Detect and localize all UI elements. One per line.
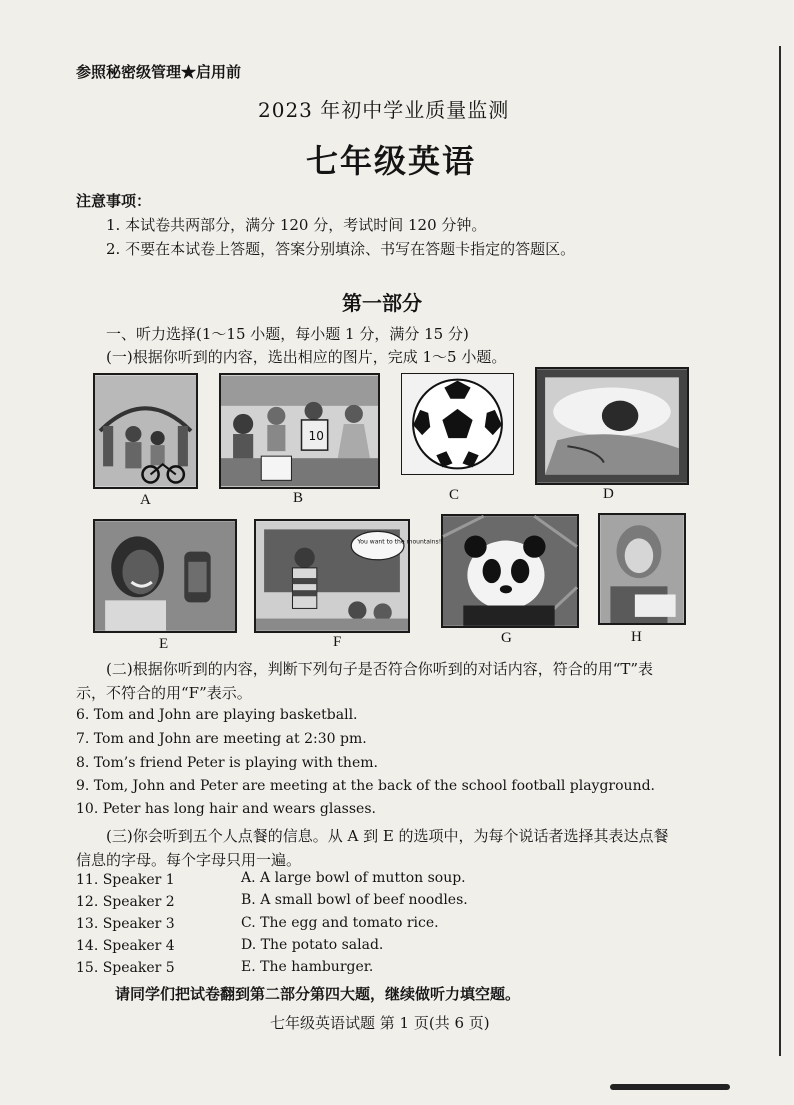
subsection-heading: 信息的字母。每个字母只用一遍。: [76, 851, 302, 869]
picture-label: G: [501, 630, 512, 646]
picture-d: [535, 367, 689, 485]
picture-b: [219, 373, 380, 489]
option-item: C. The egg and tomato rice.: [241, 915, 439, 931]
speaker-item: 15. Speaker 5: [76, 960, 175, 976]
exam-name: 2023 年初中学业质量监测: [258, 98, 510, 122]
svg-text:10: 10: [308, 429, 324, 444]
instruction: 请同学们把试卷翻到第二部分第四大题，继续做听力填空题。: [115, 985, 521, 1003]
speaker-item: 14. Speaker 4: [76, 938, 175, 954]
picture-e: [93, 519, 237, 633]
tf-item: 9. Tom, John and Peter are meeting at the back of the school football playground.: [76, 778, 655, 794]
picture-label: C: [449, 487, 460, 503]
subsection-heading: (三)你会听到五个人点餐的信息。从 A 到 E 的选项中，为每个说话者选择其表达点餐: [106, 827, 669, 845]
picture-label: E: [159, 636, 169, 652]
picture-a: [93, 373, 198, 489]
option-item: E. The hamburger.: [241, 959, 374, 975]
speaker-item: 11. Speaker 1: [76, 872, 175, 888]
notes-heading: 注意事项：: [76, 192, 152, 210]
picture-g: [441, 514, 579, 628]
picture-label: A: [140, 492, 151, 508]
tf-item: 6. Tom and John are playing basketball.: [76, 707, 358, 723]
option-item: B. A small bowl of beef noodles.: [241, 892, 468, 908]
tf-item: 10. Peter has long hair and wears glasses.: [76, 801, 376, 817]
svg-text:You want to the mountains!: You want to the mountains!: [357, 538, 442, 546]
picture-label: D: [603, 486, 614, 502]
speaker-item: 12. Speaker 2: [76, 894, 175, 910]
note-item: 1. 本试卷共两部分，满分 120 分，考试时间 120 分钟。: [106, 216, 487, 234]
picture-label: F: [333, 634, 342, 650]
option-item: D. The potato salad.: [241, 937, 384, 953]
picture-c: [401, 373, 514, 475]
section-heading: 一、听力选择(1～15 小题，每小题 1 分，满分 15 分): [106, 325, 469, 343]
speaker-item: 13. Speaker 3: [76, 916, 175, 932]
page-footer: 七年级英语试题 第 1 页(共 6 页): [270, 1014, 490, 1032]
picture-label: H: [631, 629, 642, 645]
page-edge-rule: [779, 46, 781, 1056]
tf-item: 7. Tom and John are meeting at 2:30 pm.: [76, 731, 367, 747]
scan-mark: [610, 1084, 730, 1090]
page-title: 七年级英语: [306, 142, 477, 180]
secret-level: 参照秘密级管理★启用前: [76, 63, 242, 81]
part-title: 第一部分: [342, 291, 422, 315]
picture-h: [598, 513, 686, 625]
subsection-heading: (一)根据你听到的内容，选出相应的图片，完成 1～5 小题。: [106, 348, 507, 366]
tf-item: 8. Tom’s friend Peter is playing with them.: [76, 755, 378, 771]
subsection-heading: 示，不符合的用“F”表示。: [76, 684, 252, 702]
subsection-heading: (二)根据你听到的内容，判断下列句子是否符合你听到的对话内容，符合的用“T”表: [106, 660, 654, 678]
picture-f: [254, 519, 442, 633]
option-item: A. A large bowl of mutton soup.: [241, 870, 466, 886]
picture-label: B: [293, 490, 304, 506]
note-item: 2. 不要在本试卷上答题，答案分别填涂、书写在答题卡指定的答题区。: [106, 240, 576, 258]
